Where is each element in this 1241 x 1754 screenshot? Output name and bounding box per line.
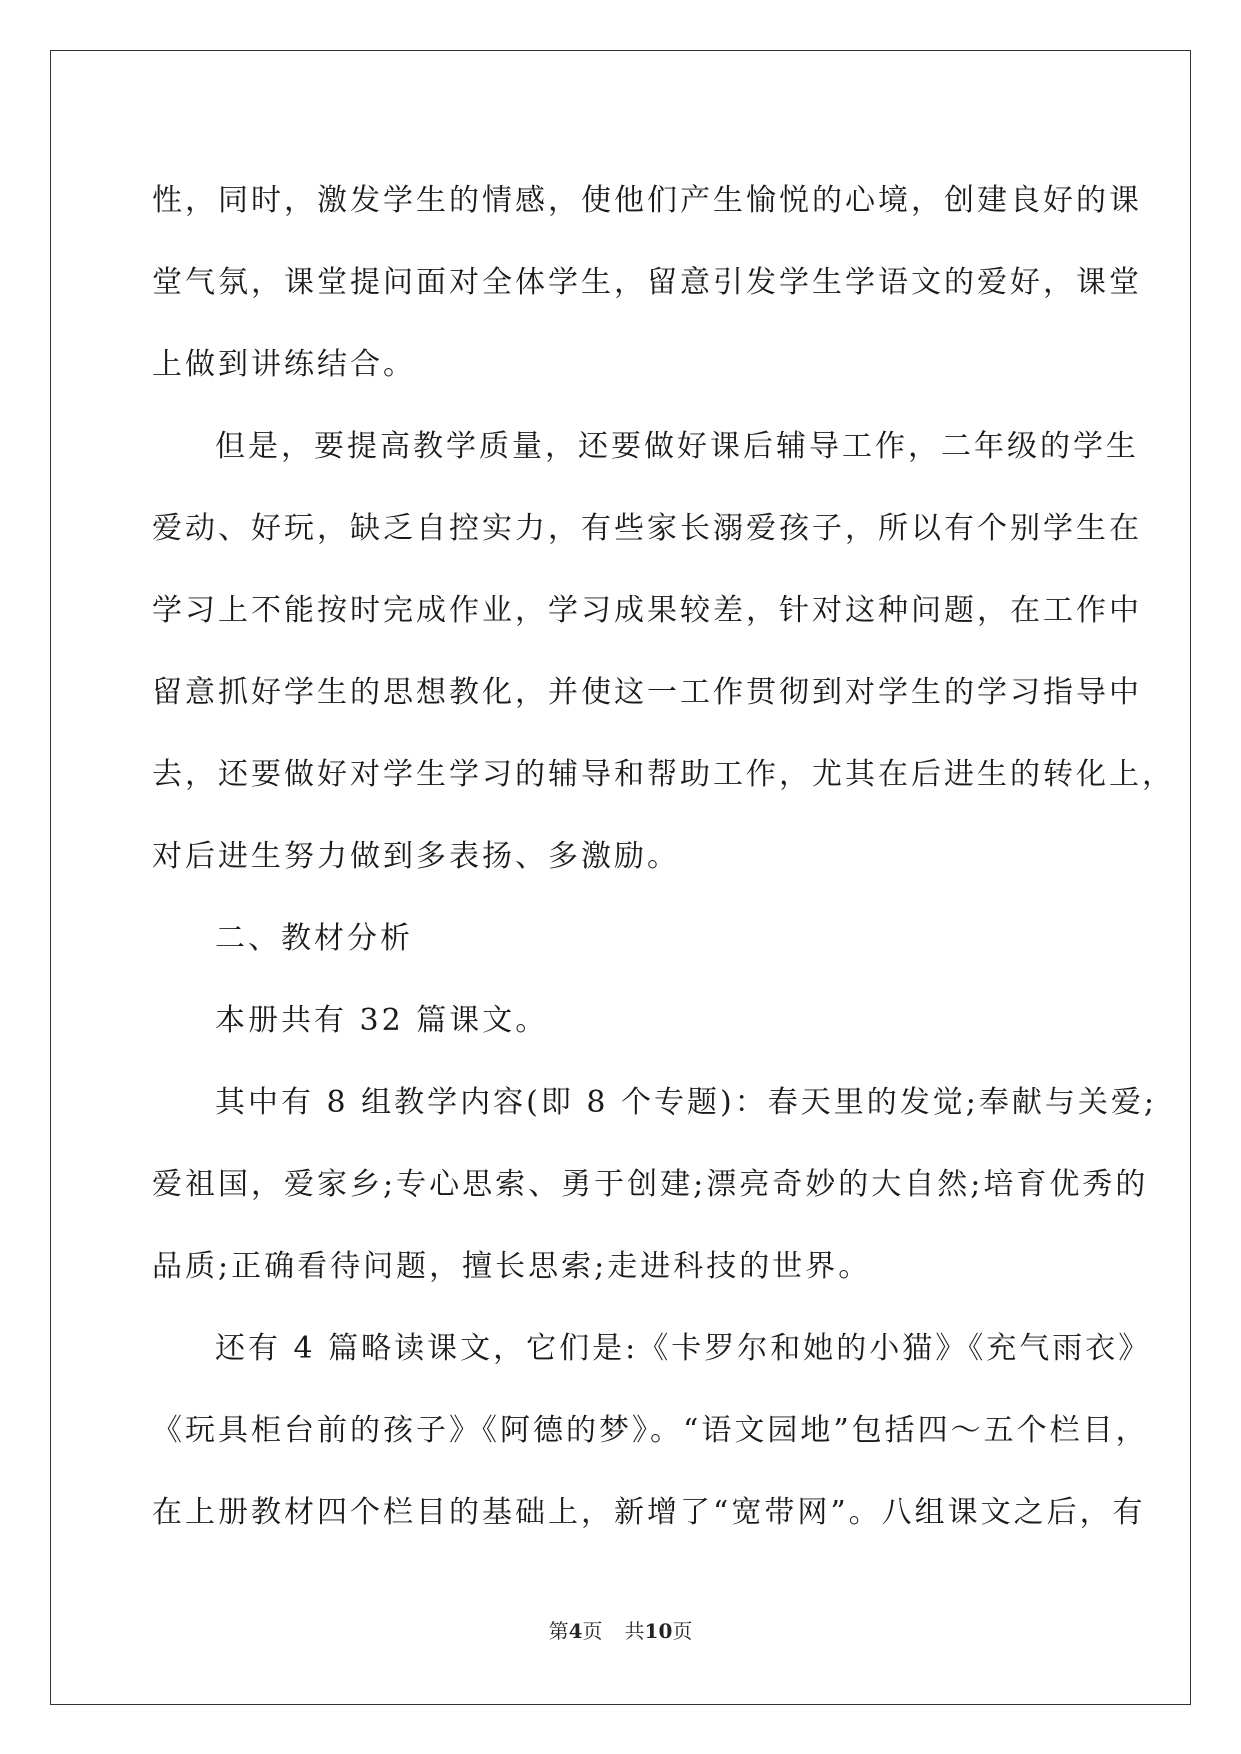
page-footer <box>0 1615 1241 1644</box>
text-line: 学习上不能按时完成作业，学习成果较差，针对这种问题，在工作中 <box>152 593 1142 628</box>
paragraph-start: 其中有 8 组教学内容(即 8 个专题)：春天里的发觉;奉献与关爱; <box>215 1085 1157 1120</box>
text-line: 留意抓好学生的思想教化，并使这一工作贯彻到对学生的学习指导中 <box>152 675 1142 710</box>
text-line: 品质;正确看待问题，擅长思索;走进科技的世界。 <box>152 1249 872 1284</box>
text-line: 去，还要做好对学生学习的辅导和帮助工作，尤其在后进生的转化上， <box>152 757 1175 792</box>
text-line: 性，同时，激发学生的情感，使他们产生愉悦的心境，创建良好的课 <box>152 183 1142 218</box>
page-number: 4 <box>568 1619 583 1643</box>
section-heading: 二、教材分析 <box>215 921 413 956</box>
text-line: 上做到讲练结合。 <box>152 347 416 382</box>
text-line: 爱动、好玩，缺乏自控实力，有些家长溺爱孩子，所以有个别学生在 <box>152 511 1142 546</box>
total-pages: 10 <box>644 1619 673 1643</box>
text-line: 堂气氛，课堂提问面对全体学生，留意引发学生学语文的爱好，课堂 <box>152 265 1142 300</box>
text-line: 对后进生努力做到多表扬、多激励。 <box>152 839 680 874</box>
paragraph-start: 但是，要提高教学质量，还要做好课后辅导工作，二年级的学生 <box>215 429 1139 464</box>
text-line: 《玩具柜台前的孩子》《阿德的梦》。“语文园地”包括四～五个栏目， <box>152 1413 1149 1448</box>
total-suffix: 页 <box>672 1619 693 1643</box>
text-line: 在上册教材四个栏目的基础上，新增了“宽带网”。八组课文之后，有 <box>152 1495 1146 1530</box>
total-prefix: 共 <box>624 1619 645 1643</box>
page-prefix: 第 <box>548 1619 569 1643</box>
text-line: 爱祖国，爱家乡;专心思索、勇于创建;漂亮奇妙的大自然;培育优秀的 <box>152 1167 1149 1202</box>
document-body <box>152 160 1175 1554</box>
page-suffix: 页 <box>582 1619 603 1643</box>
paragraph-start: 还有 4 篇略读课文，它们是:《卡罗尔和她的小猫》《充气雨衣》 <box>215 1331 1152 1366</box>
paragraph-start: 本册共有 32 篇课文。 <box>215 1003 549 1038</box>
